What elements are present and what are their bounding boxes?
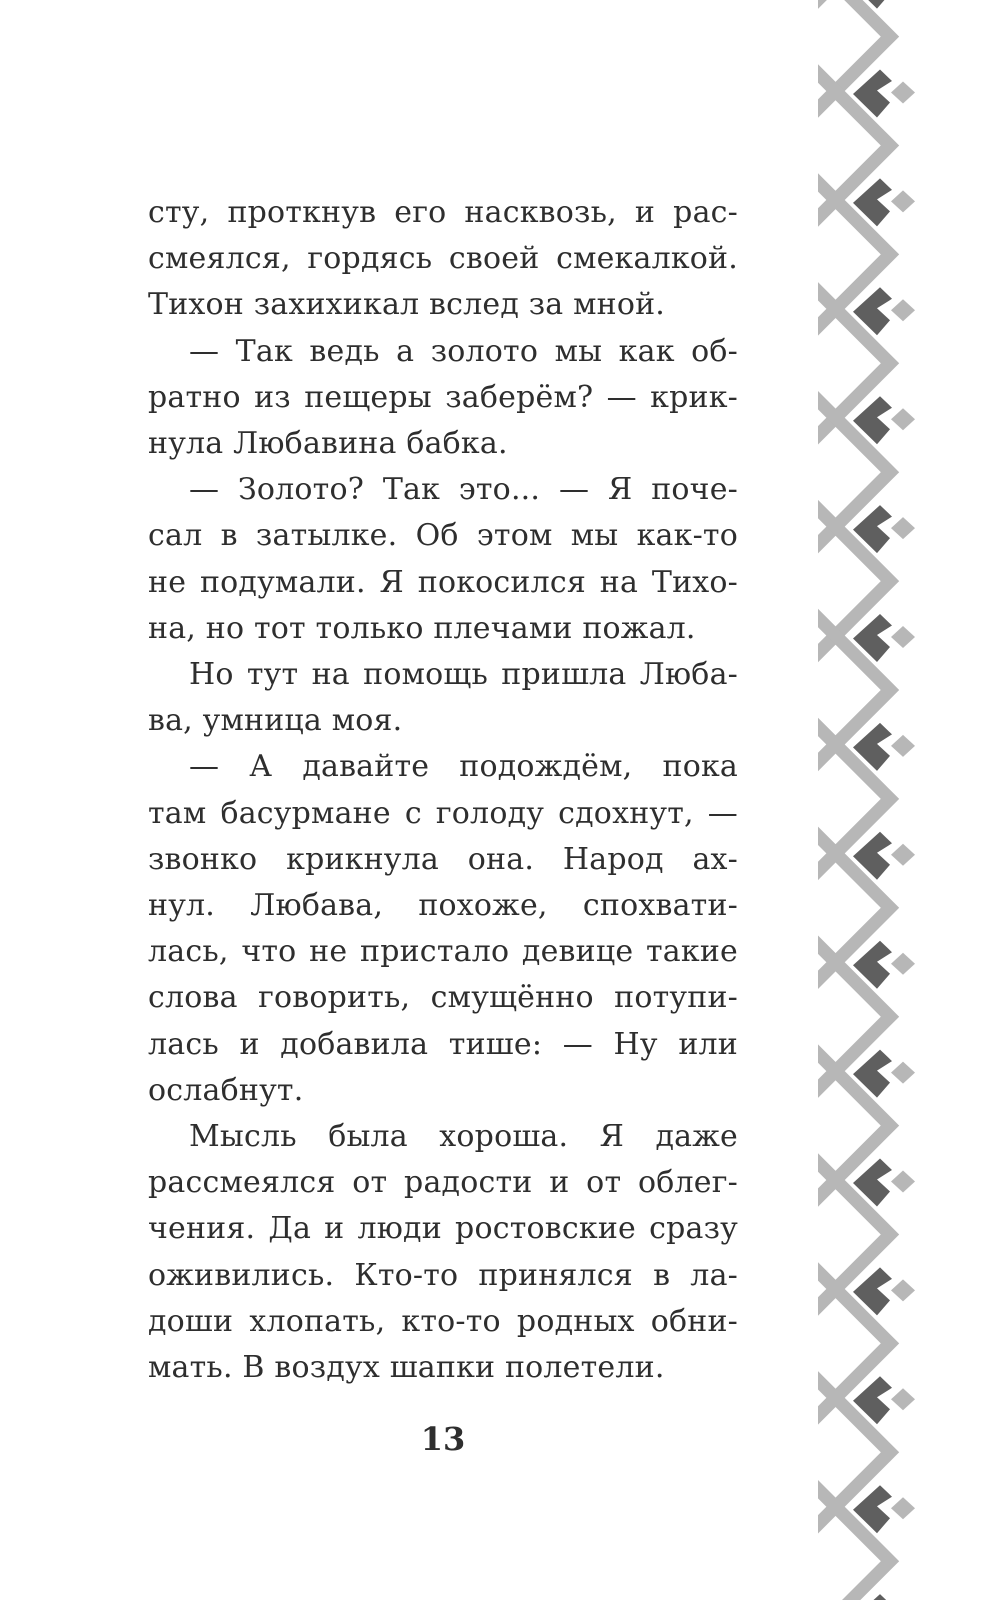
text-line: лась и добавила тише: — Ну или [148, 1026, 738, 1062]
ornament-repeat [818, 923, 915, 1111]
text-line: ва, умница моя. [148, 703, 403, 739]
text-line: звонко крикнула она. Народ ах- [148, 841, 738, 877]
text-line: лась, что не пристало девице такие [148, 934, 738, 970]
ornament-repeat [818, 269, 915, 457]
text-line: Мысль была хороша. Я даже [189, 1119, 738, 1155]
ornament-repeat [818, 1141, 915, 1329]
ornament-repeat [818, 596, 915, 784]
text-line: мать. В воздух шапки полетели. [148, 1350, 665, 1386]
text-line: — А давайте подождём, пока [189, 749, 738, 785]
text-line: чения. Да и люди ростовские сразу [148, 1211, 738, 1247]
ornament-repeat [818, 1249, 915, 1437]
ornament-repeat [818, 487, 915, 675]
ornament-repeat [818, 160, 915, 348]
text-line: оживились. Кто-то принялся в ла- [148, 1257, 738, 1293]
ornament-repeat [818, 52, 915, 240]
text-line: доши хлопать, кто-то родных обни- [148, 1303, 738, 1339]
ornament-repeat [818, 1467, 915, 1600]
text-line: Но тут на помощь пришла Люба- [189, 657, 738, 693]
ornament-repeat [818, 814, 915, 1002]
ornament-repeat [818, 1032, 915, 1220]
ornament-repeat [818, 0, 915, 131]
page-text [148, 190, 738, 1391]
text-line: Тихон захихикал вслед за мной. [148, 287, 666, 323]
text-line: — Так ведь а золото мы как об- [189, 333, 738, 369]
text-line: смеялся, гордясь своей смекалкой. [148, 241, 738, 277]
text-line: нул. Любава, похоже, спохвати- [148, 888, 738, 924]
text-line: — Золото? Так это... — Я поче- [189, 472, 738, 508]
text-line: ослабнут. [148, 1072, 304, 1108]
text-line: сту, проткнув его насквозь, и рас- [148, 195, 738, 230]
text-line: сал в затылке. Об этом мы как-то [148, 518, 738, 554]
text-line: слова говорить, смущённо потупи- [148, 980, 738, 1016]
text-line: на, но тот только плечами пожал. [148, 610, 696, 646]
text-line: рассмеялся от радости и от облег- [148, 1165, 738, 1201]
text-line: не подумали. Я покосился на Тихо- [148, 564, 738, 600]
ornament-repeat [818, 378, 915, 566]
text-line: нула Любавина бабка. [148, 426, 508, 462]
page-number: 13 [420, 1420, 466, 1458]
ornament-repeat [818, 705, 915, 893]
zigzag-ornament-border [818, 0, 923, 1600]
text-line: там басурмане с голоду сдохнут, — [148, 795, 738, 831]
text-line: ратно из пещеры заберём? — крик- [148, 379, 738, 415]
ornament-repeat [818, 1358, 915, 1546]
